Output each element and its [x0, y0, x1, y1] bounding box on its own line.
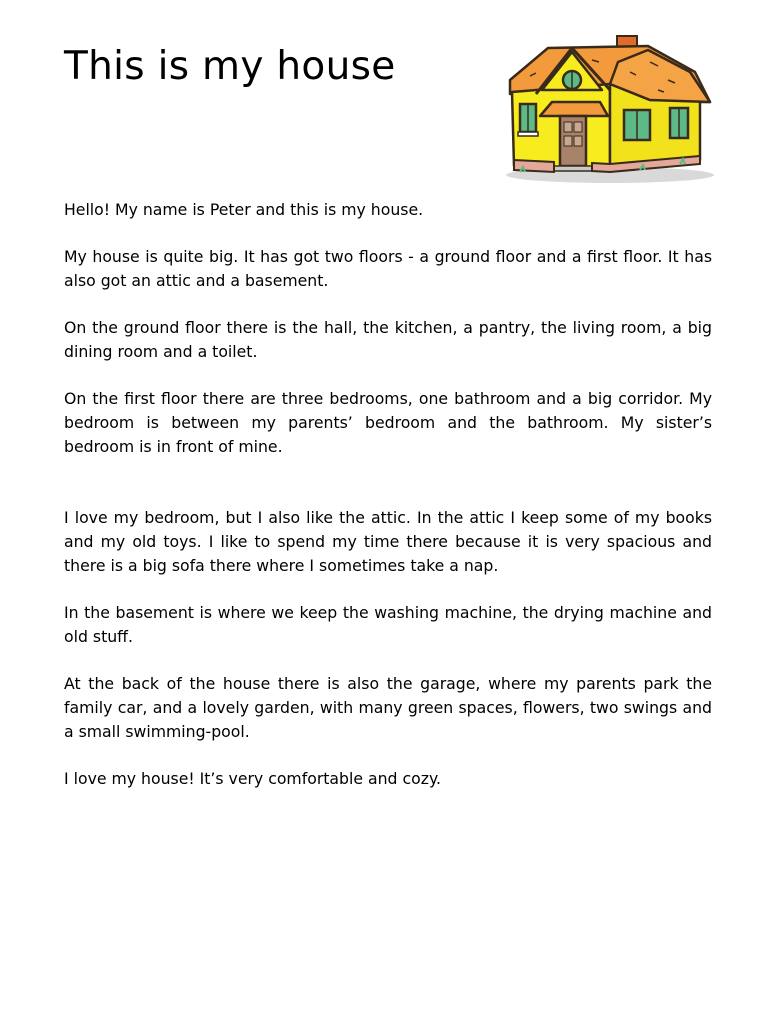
house-illustration — [500, 32, 718, 184]
body-text — [64, 198, 712, 791]
paragraph-attic: I love my bedroom, but I also like the attic. In the attic I keep some of my books and my old toys. I like to spend my time there because it is very spacious and there is a big sofa there where I sometimes take a nap. — [64, 508, 712, 575]
paragraph-first-floor: On the first floor there are three bedrooms, one bathroom and a big corridor. My bedroom is between my parents’ bedroom and the bathroom. My sister’s bedroom is in front of mine. — [64, 389, 712, 456]
paragraph-basement: In the basement is where we keep the washing machine, the drying machine and old stuff. — [64, 603, 712, 646]
porch-roof — [540, 102, 608, 116]
paragraph-intro: Hello! My name is Peter and this is my house. — [64, 200, 424, 219]
paragraph-closing: I love my house! It’s very comfortable and cozy. — [64, 769, 441, 788]
paragraph-garage-garden: At the back of the house there is also the garage, where my parents park the family car, and a lovely garden, with many green spaces, flowers, two swings and a small swimming-pool. — [64, 674, 712, 741]
page-title: This is my house — [64, 44, 396, 89]
paragraph-floors: My house is quite big. It has got two floors - a ground floor and a first floor. It has also got an attic and a basement. — [64, 247, 712, 290]
paragraph-ground-floor: On the ground floor there is the hall, the kitchen, a pantry, the living room, a big dining room and a toilet. — [64, 318, 712, 361]
